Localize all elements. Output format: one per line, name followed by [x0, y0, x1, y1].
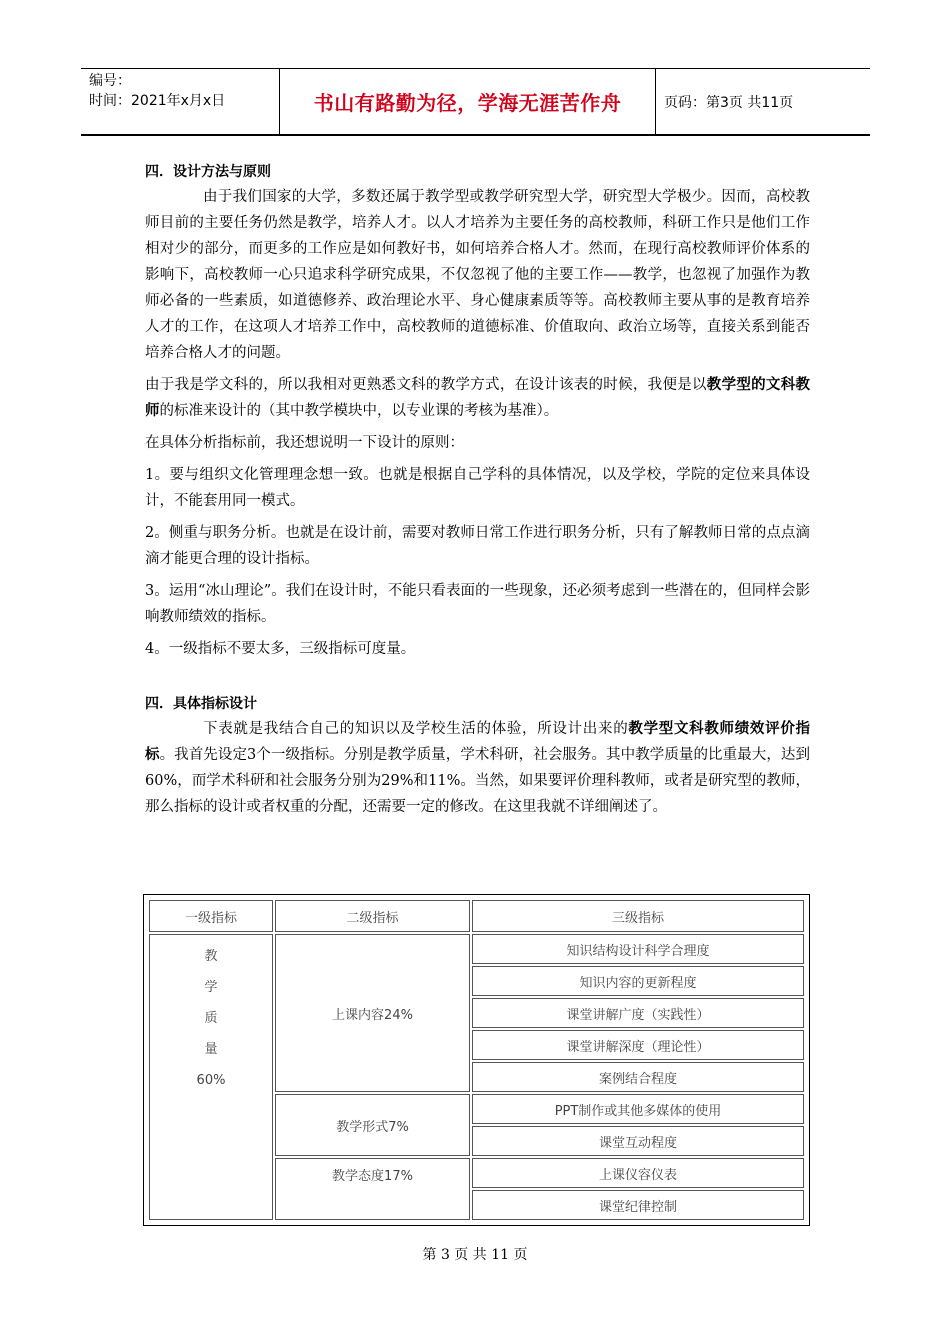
level1-weight: 60% [196, 1073, 226, 1088]
principle-item-4: 4。一级指标不要太多，三级指标可度量。 [145, 641, 416, 657]
level1-char: 学 [204, 980, 218, 995]
page-header [81, 68, 870, 136]
level3-cell: 课堂纪律控制 [472, 1190, 804, 1220]
level3-cell: 课堂互动程度 [472, 1126, 804, 1156]
overview-text-post: 。我首先设定3个一级指标。分别是教学质量，学术科研，社会服务。其中教学质量的比重最大，达到60%，而学术科研和社会服务分别为29%和11%。当然，如果要评价理科教师，或者是研究型的教师，那么指标的设计或者权重的分配，还需要一定的修改。在这里我就不详细阐述了。 [145, 747, 810, 815]
level2-cell-teaching-form: 教学形式7% [275, 1094, 470, 1156]
design-basis-text-post: 的标准来设计的（其中教学模块中，以专业课的考核为基准）。 [159, 403, 559, 419]
indicator-table [147, 898, 806, 1222]
header-meta [81, 69, 280, 134]
paragraph-principles-intro: 在具体分析指标前，我还想说明一下设计的原则： [145, 435, 464, 451]
overview-text-pre: 下表就是我结合自己的知识以及学校生活的体验，所设计出来的 [203, 721, 629, 737]
level3-cell: 课堂讲解深度（理论性） [472, 1030, 804, 1060]
table-row [149, 934, 804, 964]
section-title-design-principles: 四．设计方法与原则 [145, 164, 271, 180]
principle-item-2: 2。侧重与职务分析。也就是在设计前，需要对教师日常工作进行职务分析，只有了解教师日常的点点滴滴才能更合理的设计指标。 [145, 525, 810, 567]
principle-item-3: 3。运用“冰山理论”。我们在设计时，不能只看表面的一些现象，还必须考虑到一些潜在的，但同样会影响教师绩效的指标。 [145, 583, 810, 625]
level1-char: 量 [204, 1042, 218, 1057]
level2-cell-class-content: 上课内容24% [275, 934, 470, 1092]
level3-cell: 案例结合程度 [472, 1062, 804, 1092]
document-time-label: 时间：2021年x月x日 [89, 93, 226, 109]
table-header-level3: 三级指标 [472, 900, 804, 932]
principle-item-1: 1。要与组织文化管理理念想一致。也就是根据自己学科的具体情况，以及学校，学院的定位来具体设计，不能套用同一模式。 [145, 467, 810, 509]
header-page-info: 页码：第3页 共11页 [664, 94, 794, 111]
level1-char: 质 [204, 1011, 218, 1026]
document-number-label: 编号： [89, 73, 131, 89]
level3-cell: PPT制作或其他多媒体的使用 [472, 1094, 804, 1124]
level1-char: 教 [204, 949, 218, 964]
level2-cell-teaching-attitude: 教学态度17% [275, 1158, 470, 1220]
document-body [145, 160, 810, 820]
level3-cell: 知识结构设计科学合理度 [472, 934, 804, 964]
table-header-level1: 一级指标 [149, 900, 273, 932]
design-basis-bold: 教学型的文科教师 [145, 376, 811, 419]
paragraph-background: 由于我们国家的大学，多数还属于教学型或教学研究型大学，研究型大学极少。因而，高校教师目前的主要任务仍然是教学，培养人才。以人才培养为主要任务的高校教师，科研工作只是他们工作相对少的部分，而更多的工作应是如何教好书，如何培养合格人才。然而，在现行高校教师评价体系的影响下，高校教师一心只追求科学研究成果，不仅忽视了他的主要工作——教学，也忽视了加强作为教师必备的一些素质，如道德修养、政治理论水平、身心健康素质等等。高校教师主要从事的是教育培养人才的工作，在这项人才培养工作中，高校教师的道德标准、价值取向、政治立场等，直接关系到能否培养合格人才的问题。 [145, 189, 810, 361]
level1-cell-teaching-quality [149, 934, 273, 1220]
table-header-level2: 二级指标 [275, 900, 470, 932]
header-motto: 书山有路勤为径，学海无涯苦作舟 [280, 69, 656, 134]
paragraph-design-basis [145, 372, 810, 424]
paragraph-indicator-overview [145, 716, 810, 820]
level3-cell: 知识内容的更新程度 [472, 966, 804, 996]
level3-cell: 课堂讲解广度（实践性） [472, 998, 804, 1028]
overview-bold: 教学型文科教师绩效评价指标 [145, 720, 811, 763]
indicator-table-frame [143, 894, 810, 1226]
table-header-row [149, 900, 804, 932]
section-title-indicator-design: 四．具体指标设计 [145, 696, 257, 712]
page-footer: 第 3 页 共 11 页 [422, 1247, 528, 1263]
design-basis-text-pre: 由于我是学文科的，所以我相对更熟悉文科的教学方式，在设计该表的时候，我便是以 [145, 377, 707, 393]
level3-cell: 上课仪容仪表 [472, 1158, 804, 1188]
